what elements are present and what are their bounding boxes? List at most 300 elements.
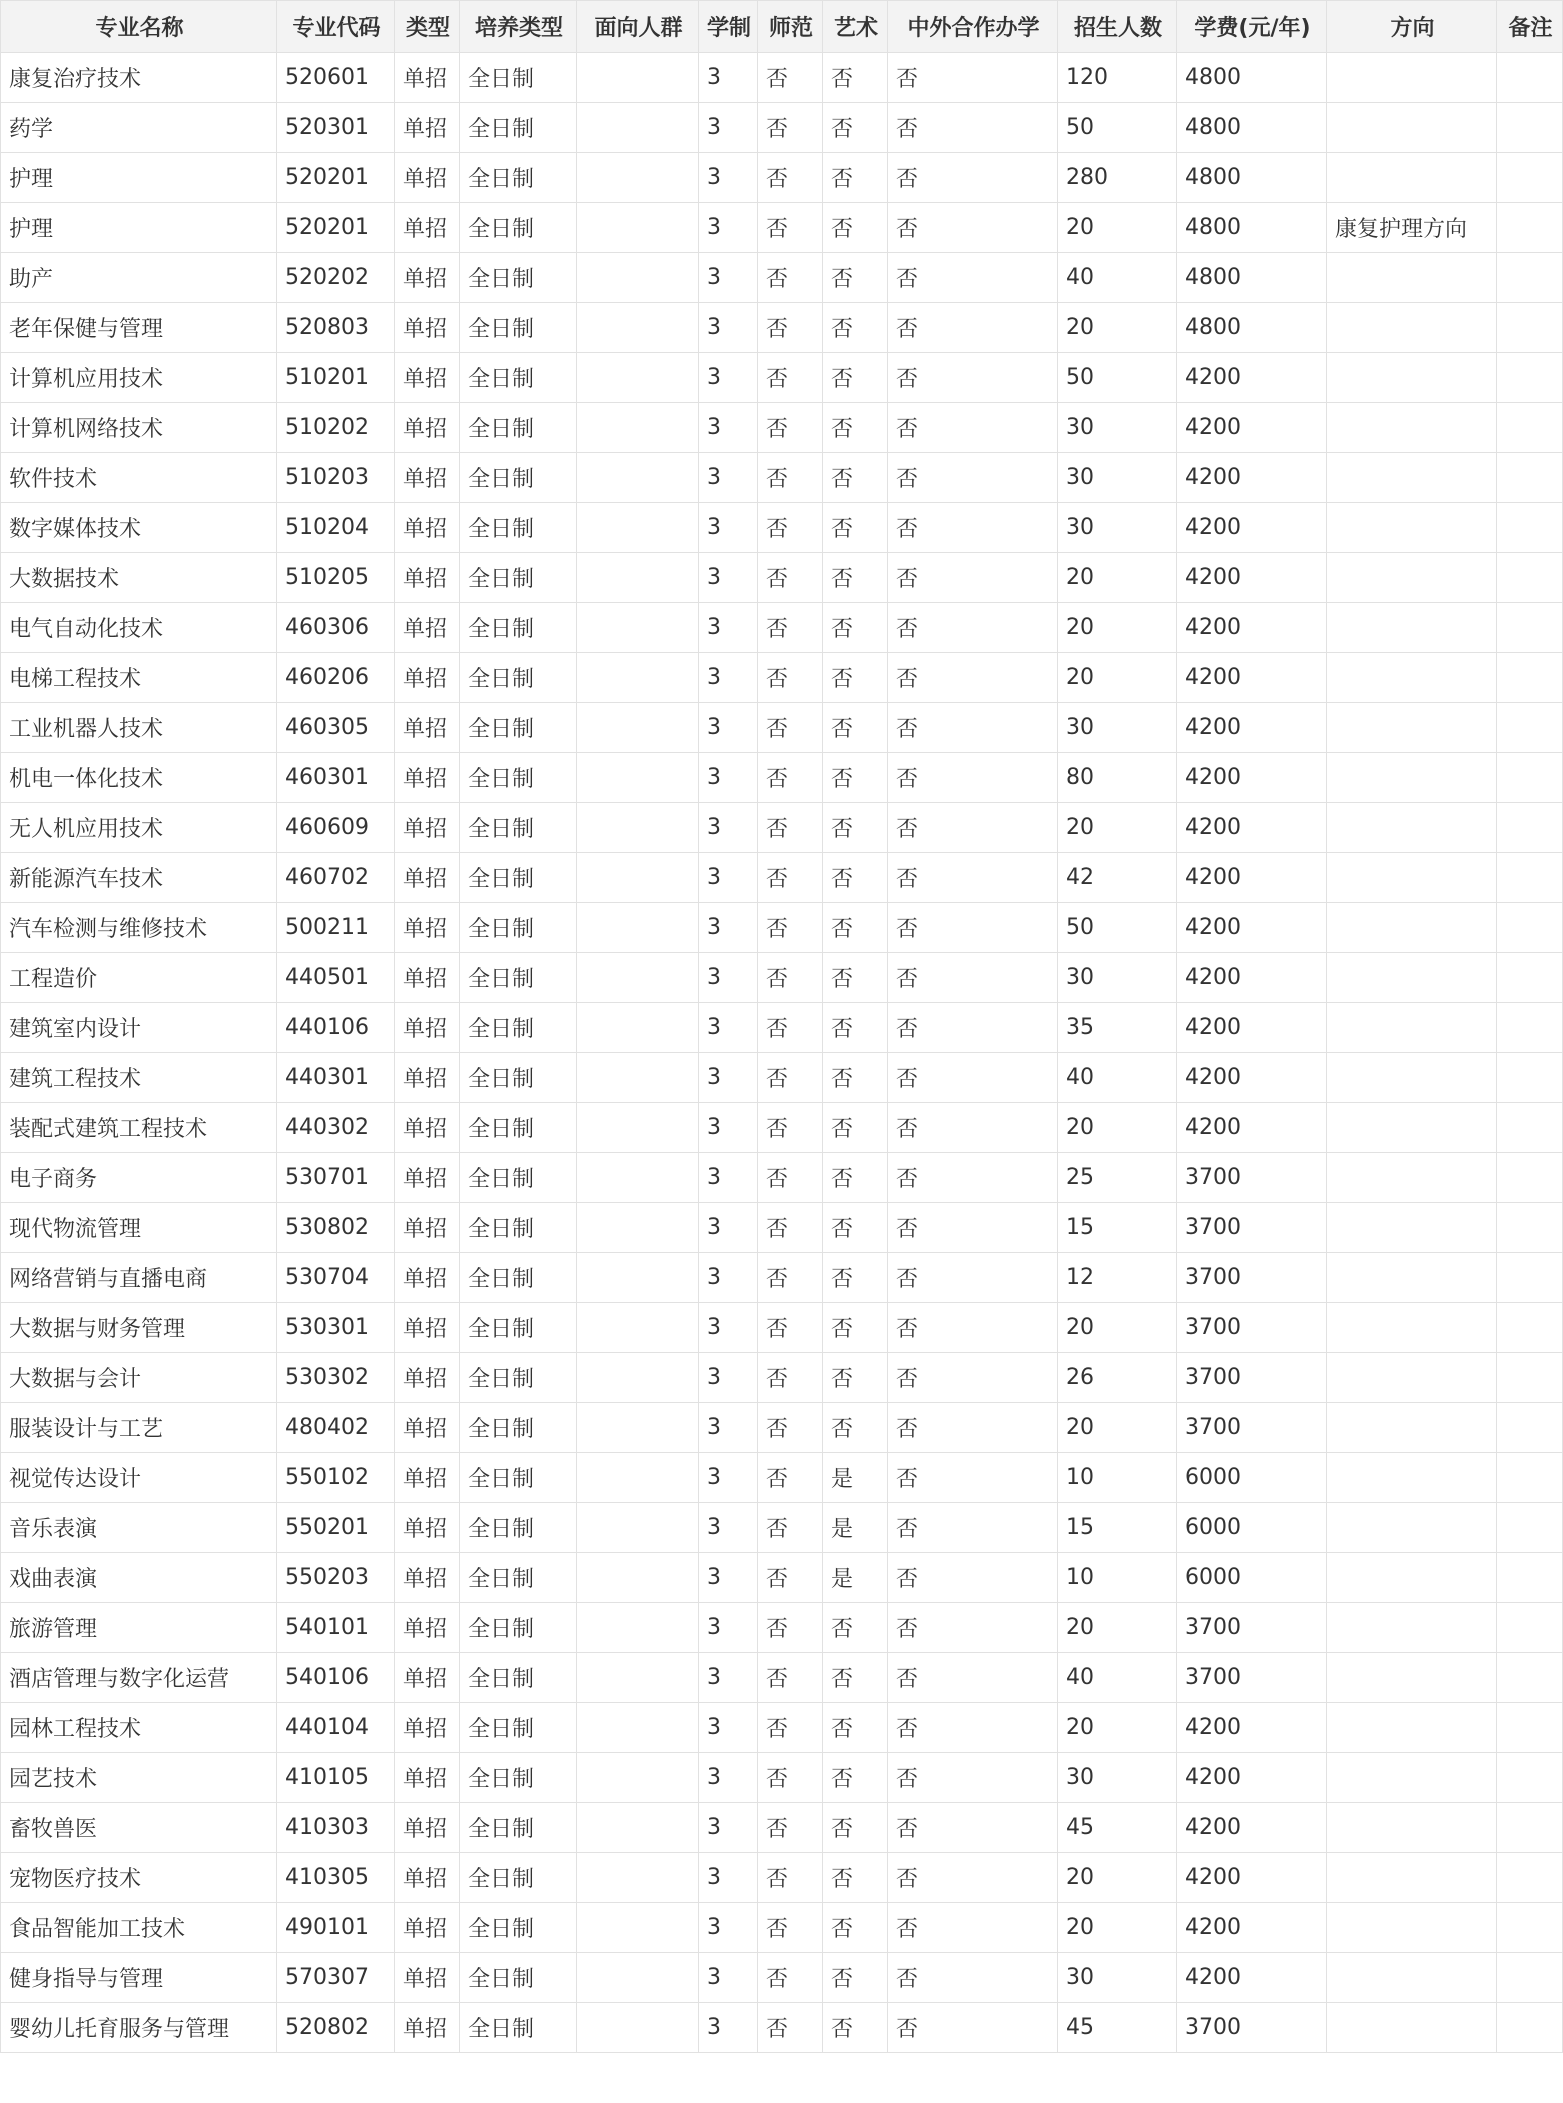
cell-art: 否 <box>823 1253 888 1303</box>
cell-training-type: 全日制 <box>460 153 577 203</box>
cell-training-type: 全日制 <box>460 703 577 753</box>
cell-duration: 3 <box>699 303 758 353</box>
cell-major-name: 食品智能加工技术 <box>1 1903 277 1953</box>
cell-enrollment: 26 <box>1058 1353 1177 1403</box>
cell-joint-program: 否 <box>888 203 1058 253</box>
cell-target-group <box>577 303 699 353</box>
cell-training-type: 全日制 <box>460 653 577 703</box>
cell-direction <box>1327 1303 1497 1353</box>
cell-teacher-training: 否 <box>758 1203 823 1253</box>
cell-joint-program: 否 <box>888 2003 1058 2053</box>
cell-major-code: 520201 <box>277 203 395 253</box>
table-row <box>1 1253 1563 1303</box>
cell-remarks <box>1497 1853 1563 1903</box>
cell-tuition: 6000 <box>1177 1503 1327 1553</box>
cell-joint-program: 否 <box>888 1303 1058 1353</box>
cell-remarks <box>1497 453 1563 503</box>
cell-enrollment: 20 <box>1058 1603 1177 1653</box>
cell-teacher-training: 否 <box>758 353 823 403</box>
cell-type: 单招 <box>395 1403 460 1453</box>
cell-duration: 3 <box>699 1603 758 1653</box>
cell-type: 单招 <box>395 1903 460 1953</box>
cell-type: 单招 <box>395 203 460 253</box>
cell-major-name: 电气自动化技术 <box>1 603 277 653</box>
cell-joint-program: 否 <box>888 1453 1058 1503</box>
cell-major-code: 460301 <box>277 753 395 803</box>
cell-direction <box>1327 1153 1497 1203</box>
cell-major-code: 510205 <box>277 553 395 603</box>
table-row <box>1 1553 1563 1603</box>
cell-target-group <box>577 1553 699 1603</box>
cell-type: 单招 <box>395 253 460 303</box>
cell-art: 否 <box>823 603 888 653</box>
cell-remarks <box>1497 303 1563 353</box>
cell-type: 单招 <box>395 1353 460 1403</box>
cell-teacher-training: 否 <box>758 603 823 653</box>
cell-major-name: 大数据与财务管理 <box>1 1303 277 1353</box>
cell-joint-program: 否 <box>888 703 1058 753</box>
cell-type: 单招 <box>395 103 460 153</box>
cell-target-group <box>577 403 699 453</box>
cell-target-group <box>577 203 699 253</box>
cell-target-group <box>577 653 699 703</box>
cell-teacher-training: 否 <box>758 403 823 453</box>
cell-training-type: 全日制 <box>460 1703 577 1753</box>
cell-art: 否 <box>823 1403 888 1453</box>
cell-remarks <box>1497 1653 1563 1703</box>
cell-direction: 康复护理方向 <box>1327 203 1497 253</box>
cell-enrollment: 280 <box>1058 153 1177 203</box>
cell-art: 是 <box>823 1453 888 1503</box>
cell-remarks <box>1497 53 1563 103</box>
table-row <box>1 353 1563 403</box>
table-row <box>1 1753 1563 1803</box>
cell-direction <box>1327 753 1497 803</box>
table-row <box>1 1853 1563 1903</box>
cell-type: 单招 <box>395 1803 460 1853</box>
cell-teacher-training: 否 <box>758 53 823 103</box>
cell-art: 否 <box>823 503 888 553</box>
table-row <box>1 703 1563 753</box>
cell-target-group <box>577 903 699 953</box>
cell-major-code: 440501 <box>277 953 395 1003</box>
cell-major-name: 园林工程技术 <box>1 1703 277 1753</box>
cell-duration: 3 <box>699 503 758 553</box>
cell-remarks <box>1497 1503 1563 1553</box>
cell-joint-program: 否 <box>888 53 1058 103</box>
cell-type: 单招 <box>395 903 460 953</box>
header-teacher-training: 师范 <box>758 1 823 53</box>
cell-art: 否 <box>823 803 888 853</box>
header-target-group: 面向人群 <box>577 1 699 53</box>
cell-duration: 3 <box>699 653 758 703</box>
cell-teacher-training: 否 <box>758 803 823 853</box>
cell-enrollment: 50 <box>1058 903 1177 953</box>
cell-enrollment: 12 <box>1058 1253 1177 1303</box>
cell-type: 单招 <box>395 1153 460 1203</box>
cell-teacher-training: 否 <box>758 303 823 353</box>
cell-teacher-training: 否 <box>758 503 823 553</box>
cell-training-type: 全日制 <box>460 1053 577 1103</box>
cell-target-group <box>577 1953 699 2003</box>
cell-tuition: 4200 <box>1177 453 1327 503</box>
cell-teacher-training: 否 <box>758 253 823 303</box>
cell-type: 单招 <box>395 403 460 453</box>
cell-enrollment: 30 <box>1058 1953 1177 2003</box>
cell-major-code: 440301 <box>277 1053 395 1103</box>
cell-target-group <box>577 2003 699 2053</box>
cell-training-type: 全日制 <box>460 1603 577 1653</box>
cell-tuition: 4200 <box>1177 953 1327 1003</box>
cell-training-type: 全日制 <box>460 803 577 853</box>
cell-training-type: 全日制 <box>460 1803 577 1853</box>
cell-training-type: 全日制 <box>460 1103 577 1153</box>
cell-teacher-training: 否 <box>758 753 823 803</box>
cell-enrollment: 30 <box>1058 703 1177 753</box>
cell-duration: 3 <box>699 153 758 203</box>
cell-enrollment: 30 <box>1058 403 1177 453</box>
cell-target-group <box>577 1003 699 1053</box>
cell-tuition: 4200 <box>1177 403 1327 453</box>
cell-joint-program: 否 <box>888 1753 1058 1803</box>
cell-art: 否 <box>823 703 888 753</box>
cell-teacher-training: 否 <box>758 1653 823 1703</box>
cell-target-group <box>577 1403 699 1453</box>
cell-remarks <box>1497 153 1563 203</box>
cell-major-name: 戏曲表演 <box>1 1553 277 1603</box>
cell-remarks <box>1497 1803 1563 1853</box>
cell-major-name: 工程造价 <box>1 953 277 1003</box>
cell-enrollment: 80 <box>1058 753 1177 803</box>
cell-direction <box>1327 703 1497 753</box>
table-row <box>1 903 1563 953</box>
cell-direction <box>1327 1553 1497 1603</box>
cell-major-name: 现代物流管理 <box>1 1203 277 1253</box>
cell-joint-program: 否 <box>888 353 1058 403</box>
cell-training-type: 全日制 <box>460 1203 577 1253</box>
cell-direction <box>1327 303 1497 353</box>
cell-duration: 3 <box>699 103 758 153</box>
cell-enrollment: 30 <box>1058 1753 1177 1803</box>
cell-joint-program: 否 <box>888 753 1058 803</box>
header-type: 类型 <box>395 1 460 53</box>
header-joint-program: 中外合作办学 <box>888 1 1058 53</box>
cell-joint-program: 否 <box>888 153 1058 203</box>
cell-major-name: 工业机器人技术 <box>1 703 277 753</box>
table-row <box>1 1003 1563 1053</box>
cell-remarks <box>1497 1253 1563 1303</box>
table-row <box>1 453 1563 503</box>
cell-type: 单招 <box>395 1103 460 1153</box>
cell-teacher-training: 否 <box>758 653 823 703</box>
cell-tuition: 4200 <box>1177 903 1327 953</box>
cell-teacher-training: 否 <box>758 1453 823 1503</box>
cell-remarks <box>1497 553 1563 603</box>
cell-major-code: 500211 <box>277 903 395 953</box>
cell-training-type: 全日制 <box>460 1253 577 1303</box>
cell-duration: 3 <box>699 1103 758 1153</box>
cell-training-type: 全日制 <box>460 1953 577 2003</box>
cell-art: 否 <box>823 1803 888 1853</box>
cell-duration: 3 <box>699 1003 758 1053</box>
cell-target-group <box>577 1103 699 1153</box>
cell-teacher-training: 否 <box>758 1603 823 1653</box>
cell-target-group <box>577 1153 699 1203</box>
table-row <box>1 253 1563 303</box>
cell-joint-program: 否 <box>888 103 1058 153</box>
cell-type: 单招 <box>395 703 460 753</box>
cell-direction <box>1327 903 1497 953</box>
cell-remarks <box>1497 1453 1563 1503</box>
cell-major-name: 新能源汽车技术 <box>1 853 277 903</box>
cell-target-group <box>577 803 699 853</box>
cell-duration: 3 <box>699 1703 758 1753</box>
cell-type: 单招 <box>395 1303 460 1353</box>
cell-direction <box>1327 103 1497 153</box>
cell-enrollment: 20 <box>1058 1403 1177 1453</box>
cell-duration: 3 <box>699 1203 758 1253</box>
cell-joint-program: 否 <box>888 1803 1058 1853</box>
cell-remarks <box>1497 253 1563 303</box>
cell-major-name: 建筑工程技术 <box>1 1053 277 1103</box>
cell-training-type: 全日制 <box>460 1303 577 1353</box>
cell-art: 否 <box>823 1103 888 1153</box>
cell-teacher-training: 否 <box>758 1903 823 1953</box>
table-row <box>1 153 1563 203</box>
cell-joint-program: 否 <box>888 1603 1058 1653</box>
cell-duration: 3 <box>699 903 758 953</box>
cell-major-code: 530302 <box>277 1353 395 1403</box>
cell-tuition: 4200 <box>1177 653 1327 703</box>
cell-type: 单招 <box>395 753 460 803</box>
cell-type: 单招 <box>395 2003 460 2053</box>
cell-major-name: 康复治疗技术 <box>1 53 277 103</box>
cell-enrollment: 30 <box>1058 953 1177 1003</box>
cell-enrollment: 50 <box>1058 353 1177 403</box>
cell-joint-program: 否 <box>888 653 1058 703</box>
table-row <box>1 1103 1563 1153</box>
cell-major-name: 电梯工程技术 <box>1 653 277 703</box>
cell-teacher-training: 否 <box>758 1703 823 1753</box>
cell-enrollment: 40 <box>1058 1053 1177 1103</box>
cell-major-code: 520202 <box>277 253 395 303</box>
table-row <box>1 1453 1563 1503</box>
table-row <box>1 303 1563 353</box>
cell-duration: 3 <box>699 353 758 403</box>
cell-joint-program: 否 <box>888 1653 1058 1703</box>
cell-training-type: 全日制 <box>460 1853 577 1903</box>
cell-tuition: 3700 <box>1177 1653 1327 1703</box>
table-row <box>1 1503 1563 1553</box>
cell-tuition: 4800 <box>1177 203 1327 253</box>
cell-training-type: 全日制 <box>460 1753 577 1803</box>
table-row <box>1 203 1563 253</box>
cell-type: 单招 <box>395 1053 460 1103</box>
cell-major-code: 550203 <box>277 1553 395 1603</box>
table-row <box>1 1153 1563 1203</box>
cell-joint-program: 否 <box>888 253 1058 303</box>
cell-direction <box>1327 1203 1497 1253</box>
cell-major-code: 520803 <box>277 303 395 353</box>
cell-duration: 3 <box>699 1253 758 1303</box>
cell-remarks <box>1497 1003 1563 1053</box>
cell-joint-program: 否 <box>888 1003 1058 1053</box>
cell-training-type: 全日制 <box>460 953 577 1003</box>
header-direction: 方向 <box>1327 1 1497 53</box>
cell-major-name: 酒店管理与数字化运营 <box>1 1653 277 1703</box>
cell-target-group <box>577 1453 699 1503</box>
cell-joint-program: 否 <box>888 1853 1058 1903</box>
cell-art: 否 <box>823 653 888 703</box>
cell-major-code: 410303 <box>277 1803 395 1853</box>
cell-direction <box>1327 1903 1497 1953</box>
cell-major-name: 婴幼儿托育服务与管理 <box>1 2003 277 2053</box>
cell-enrollment: 30 <box>1058 503 1177 553</box>
cell-tuition: 4200 <box>1177 503 1327 553</box>
cell-major-code: 440106 <box>277 1003 395 1053</box>
cell-remarks <box>1497 103 1563 153</box>
table-row <box>1 1303 1563 1353</box>
cell-tuition: 4200 <box>1177 853 1327 903</box>
cell-target-group <box>577 703 699 753</box>
cell-direction <box>1327 1653 1497 1703</box>
cell-type: 单招 <box>395 1953 460 2003</box>
cell-duration: 3 <box>699 53 758 103</box>
cell-enrollment: 20 <box>1058 803 1177 853</box>
table-row <box>1 2003 1563 2053</box>
cell-type: 单招 <box>395 553 460 603</box>
cell-joint-program: 否 <box>888 1903 1058 1953</box>
cell-type: 单招 <box>395 953 460 1003</box>
cell-type: 单招 <box>395 1253 460 1303</box>
cell-art: 否 <box>823 903 888 953</box>
cell-tuition: 3700 <box>1177 1203 1327 1253</box>
cell-major-name: 宠物医疗技术 <box>1 1853 277 1903</box>
cell-major-code: 520802 <box>277 2003 395 2053</box>
cell-remarks <box>1497 1403 1563 1453</box>
cell-training-type: 全日制 <box>460 453 577 503</box>
cell-joint-program: 否 <box>888 403 1058 453</box>
cell-training-type: 全日制 <box>460 603 577 653</box>
cell-art: 否 <box>823 53 888 103</box>
cell-art: 否 <box>823 853 888 903</box>
cell-remarks <box>1497 403 1563 453</box>
cell-art: 否 <box>823 1353 888 1403</box>
header-remarks: 备注 <box>1497 1 1563 53</box>
cell-type: 单招 <box>395 353 460 403</box>
cell-training-type: 全日制 <box>460 353 577 403</box>
cell-direction <box>1327 1703 1497 1753</box>
cell-remarks <box>1497 1203 1563 1253</box>
cell-tuition: 4800 <box>1177 103 1327 153</box>
cell-type: 单招 <box>395 1003 460 1053</box>
cell-tuition: 4200 <box>1177 1853 1327 1903</box>
cell-enrollment: 15 <box>1058 1503 1177 1553</box>
cell-remarks <box>1497 603 1563 653</box>
cell-remarks <box>1497 1603 1563 1653</box>
cell-duration: 3 <box>699 603 758 653</box>
header-training-type: 培养类型 <box>460 1 577 53</box>
cell-remarks <box>1497 1103 1563 1153</box>
cell-direction <box>1327 1803 1497 1853</box>
cell-enrollment: 35 <box>1058 1003 1177 1053</box>
cell-major-name: 畜牧兽医 <box>1 1803 277 1853</box>
cell-training-type: 全日制 <box>460 753 577 803</box>
cell-target-group <box>577 853 699 903</box>
cell-major-code: 410105 <box>277 1753 395 1803</box>
cell-teacher-training: 否 <box>758 1503 823 1553</box>
cell-major-name: 大数据技术 <box>1 553 277 603</box>
cell-tuition: 6000 <box>1177 1453 1327 1503</box>
cell-joint-program: 否 <box>888 553 1058 603</box>
cell-duration: 3 <box>699 803 758 853</box>
table-row <box>1 803 1563 853</box>
cell-joint-program: 否 <box>888 453 1058 503</box>
cell-enrollment: 40 <box>1058 253 1177 303</box>
cell-teacher-training: 否 <box>758 1803 823 1853</box>
header-major-code: 专业代码 <box>277 1 395 53</box>
cell-training-type: 全日制 <box>460 203 577 253</box>
cell-major-name: 药学 <box>1 103 277 153</box>
cell-target-group <box>577 1303 699 1353</box>
cell-remarks <box>1497 503 1563 553</box>
cell-teacher-training: 否 <box>758 1003 823 1053</box>
cell-target-group <box>577 1203 699 1253</box>
cell-type: 单招 <box>395 1603 460 1653</box>
cell-art: 否 <box>823 553 888 603</box>
cell-tuition: 4200 <box>1177 1953 1327 2003</box>
cell-tuition: 4200 <box>1177 1703 1327 1753</box>
cell-target-group <box>577 253 699 303</box>
cell-major-name: 建筑室内设计 <box>1 1003 277 1053</box>
cell-direction <box>1327 353 1497 403</box>
cell-tuition: 4800 <box>1177 53 1327 103</box>
cell-training-type: 全日制 <box>460 53 577 103</box>
table-row <box>1 653 1563 703</box>
cell-target-group <box>577 53 699 103</box>
header-art: 艺术 <box>823 1 888 53</box>
cell-major-code: 460305 <box>277 703 395 753</box>
cell-joint-program: 否 <box>888 503 1058 553</box>
cell-direction <box>1327 1503 1497 1553</box>
cell-direction <box>1327 1603 1497 1653</box>
cell-major-code: 460609 <box>277 803 395 853</box>
header-row <box>1 1 1563 53</box>
table-row <box>1 1703 1563 1753</box>
cell-art: 否 <box>823 253 888 303</box>
cell-teacher-training: 否 <box>758 553 823 603</box>
cell-major-code: 550102 <box>277 1453 395 1503</box>
cell-joint-program: 否 <box>888 1703 1058 1753</box>
table-row <box>1 53 1563 103</box>
cell-major-code: 530701 <box>277 1153 395 1203</box>
cell-remarks <box>1497 703 1563 753</box>
cell-direction <box>1327 653 1497 703</box>
cell-duration: 3 <box>699 1153 758 1203</box>
cell-art: 否 <box>823 1903 888 1953</box>
cell-joint-program: 否 <box>888 1103 1058 1153</box>
cell-major-code: 460206 <box>277 653 395 703</box>
cell-teacher-training: 否 <box>758 953 823 1003</box>
cell-joint-program: 否 <box>888 1253 1058 1303</box>
cell-teacher-training: 否 <box>758 1103 823 1153</box>
cell-art: 否 <box>823 453 888 503</box>
cell-major-code: 520601 <box>277 53 395 103</box>
cell-enrollment: 45 <box>1058 2003 1177 2053</box>
cell-direction <box>1327 553 1497 603</box>
cell-major-name: 服装设计与工艺 <box>1 1403 277 1453</box>
cell-enrollment: 10 <box>1058 1553 1177 1603</box>
